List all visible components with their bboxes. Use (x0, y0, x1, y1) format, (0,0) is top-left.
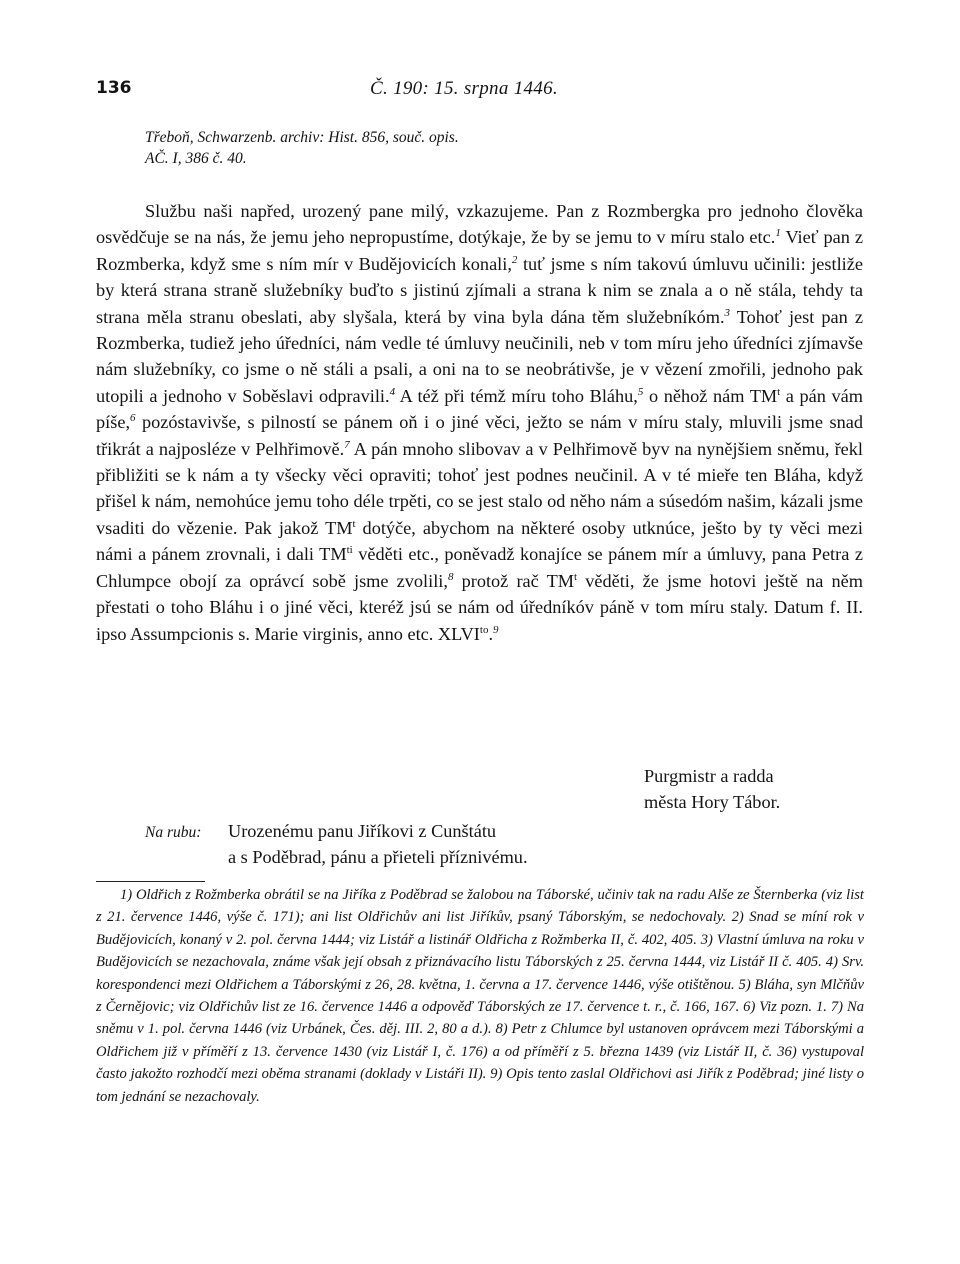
letter-text: Tohoť jest pan z Rozmberka, tudiež jeho úředníci, nám vedle té úmluvy neučinili, neb v tom míru jeho úředníci zjímavše nám služebníky, co jsme o ně stáli a psali, a oni na to se neobrátivše, je v vězení zmořili, jednoho pak utopili a jednoho v Soběslavi odpravili. (96, 306, 863, 406)
running-title: Č. 190: 15. srpna 1446. (370, 78, 558, 99)
address-line: a s Poděbrad, pánu a přieteli příznivému. (228, 847, 528, 868)
letter-text: pozóstavivše, s pilností se pánem oň i o jiné věci, ježto se nám v míru staly, mluvili jsme snad třikrát a najposléze v Pelhřimově. (96, 412, 863, 459)
letter-text: A pán mnoho slibovav a v Pelhřimově byv na nynějšiem sněmu, řekl přibližiti se k nám a ty všecky věci opraviti; tohoť jest podnes neučinil. A v té mieře ten Bláha, když přišel k nám, nemohúce jemu toho déle trpěti, co se jest stalo od něho nám a súsedóm našim, kázali jsme vsaditi do vězenie. Pak jakož TM (96, 438, 864, 538)
footnote-ref: 4 (389, 385, 396, 398)
signature-line: Purgmistr a radda (644, 766, 774, 786)
abbreviation-sup: t (574, 570, 578, 583)
letter-text: věděti etc., poněvadž konajíce se pánem mír a úmluvy, pana Petra z Chlumpce obojí za oprávcí sobě jsme zvolili, (96, 544, 863, 591)
letter-paragraph (96, 198, 863, 647)
footnotes (96, 884, 864, 1108)
letter-text: o něhož nám TM (643, 385, 778, 406)
address-text (228, 818, 648, 871)
page-number: 136 (96, 78, 132, 98)
footnote-ref: 6 (130, 412, 136, 425)
letter-text: Službu naši napřed, urozený pane milý, vzkazujeme. Pan z Rozmbergka pro jednoho člověka osvědčuje se na nás, že jemu jeho nepropustíme, dotýkaje, že by se jemu to v míru stalo etc. (96, 201, 863, 248)
abbreviation-sup: ti (346, 544, 353, 557)
abbreviation-sup: t (777, 385, 781, 398)
letter-text: dotýče, abychom na některé osoby utknúce, ješto by ty věci mezi námi a pánem zrovnali, i dali TM (96, 517, 863, 565)
letter-body (96, 198, 863, 647)
footnote-text: 1) Oldřich z Rožmberka obrátil se na Jiříka z Poděbrad se žalobou na Táborské, učiniv tak na radu Alše ze Šternberka (viz list z 21. července 1446, výše č. 171); ani list Oldřichův ani list Jiříkův, psaný Táborským, se nedochovaly. 2) Snad se míní rok v Budějovicích, konaný v 2. pol. června 1444; viz Listář a listinář Oldřicha z Rožmberka II, č. 402, 405. 3) Vlastní úmluva na roku v Budějovicích se nezachovala, známe však její obsah z přiznávacího listu Táborských z 25. června 1444, viz Listář II č. 405. 4) Srv. korespondenci mezi Oldřichem a Táborskými z 26, 28. května, 1. června a 17. července 1446, výše otištěnou. 5) Bláha, syn Mlčňův z Černějovic; viz Oldřichův list ze 16. července 1446 a odpověď Táborských ze 17. července t. r., č. 166, 167. 6) Viz pozn. 1. 7) Na sněmu v 1. pol. června 1446 (viz Urbánek, Čes. děj. III. 2, 80 a d.). 8) Petr z Chlumce byl ustanoven oprávcem mezi Táborskými a Oldřichem již v příměří z 13. července 1430 (viz Listář I, č. 176) a od příměří z 5. března 1439 (viz Listář II, č. 36) vystupoval často jakožto rozhodčí mezi oběma stranami (doklady v Listáři II). 9) Opis tento zaslal Oldřichovi asi Jiřík z Poděbrad; jiné listy o tom jednání se nezachovaly. (96, 887, 864, 1105)
footnote-ref: 2 (511, 253, 518, 266)
footnote-ref: 8 (447, 570, 454, 583)
abbreviation-sup: to (479, 623, 489, 636)
letter-text: A též při témž míru toho Bláhu, (395, 385, 638, 406)
letter-text: a pán vám píše, (96, 385, 863, 433)
letter-text: Vieť pan z Rozmberka, když sme s ním mír v Budějovicích konali, (96, 227, 863, 274)
address-label: Na rubu: (145, 824, 202, 841)
footnote-ref: 9 (493, 623, 499, 636)
source-reference (145, 127, 459, 169)
signature-line: města Hory Tábor. (644, 792, 781, 813)
archive-reference: Třeboň, Schwarzenb. archiv: Hist. 856, souč. opis. (145, 129, 459, 146)
footnote-ref: 1 (775, 227, 781, 240)
address-line: Urozenému panu Jiříkovi z Cunštátu (228, 821, 497, 841)
footnote-ref: 3 (724, 306, 731, 319)
edition-reference: AČ. I, 386 č. 40. (145, 150, 247, 167)
abbreviation-sup: t (352, 517, 356, 530)
footnote-ref: 5 (637, 385, 644, 398)
footnote-ref: 7 (344, 438, 350, 451)
letter-text: . (488, 623, 494, 644)
letter-text: věděti, že jsme hotovi ještě na něm přestati o toho Bláhu i o jiné věci, kteréž jsú se nám od úředníkóv páně v tom míru staly. Datum f. II. ipso Assumpcionis s. Marie virginis, anno etc. XLVI (96, 570, 864, 644)
letter-text: tuť jsme s ním takovú úmluvu učinili: jestliže by která strana straně služebníky buďto s jistinú zjímali a strana k nim se znala a o ně stála, tehdy ta strana měla stranu obeslati, aby slyšala, která by vina byla dána těm služebníkóm. (96, 253, 863, 327)
signature-block (644, 763, 780, 816)
letter-text: protož rač TM (453, 570, 574, 591)
footnote-divider (96, 881, 205, 882)
page-header (96, 78, 866, 102)
